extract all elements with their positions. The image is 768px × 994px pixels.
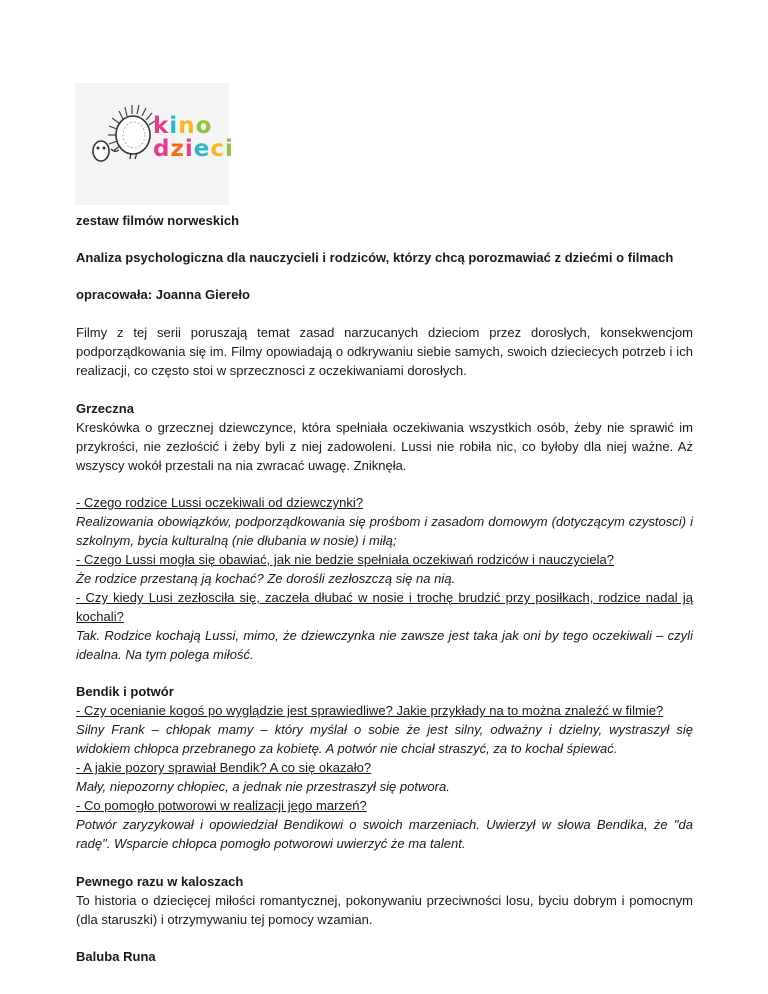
grzeczna-question-1: - Czego rodzice Lussi oczekiwali od dziewczynki? <box>76 495 364 510</box>
section-title-kalosze: Pewnego razu w kaloszach <box>76 874 244 889</box>
grzeczna-question-3: - Czy kiedy Lusi zezłosciła się, zaczeła dłubać w nosie i trochę brudzić przy posiłkach, rodzice nadal ją kochali? <box>76 590 693 624</box>
bendik-answer-3: Potwór zaryzykował i opowiedział Bendikowi o swoich marzeniach. Uwierzył w słowa Bendika, że "da radę". Wsparcie chłopca pomogło potworowi uwierzyć że ma talent. <box>76 817 693 851</box>
logo-letter: o <box>195 113 213 139</box>
logo-letter: i <box>169 113 179 139</box>
logo-letter: i <box>225 136 234 162</box>
logo-letter: k <box>153 113 170 139</box>
kino-dzieci-logo <box>75 83 234 205</box>
logo-letter: z <box>170 136 185 162</box>
series-title: zestaw filmów norweskich <box>76 213 240 228</box>
document-subtitle: Analiza psychologiczna dla nauczycieli i rodziców, którzy chcą porozmawiać z dziećmi o filmach <box>76 250 674 265</box>
logo-letter: d <box>153 136 171 162</box>
logo-letter: n <box>178 113 196 139</box>
logo-letter: c <box>210 136 225 162</box>
grzeczna-answer-1: Realizowania obowiązków, podporządkowania się prośbom i zasadom domowym (dotyczącym czystosci) i szkolnym, bycia kulturalną (nie dłubania w nosie) i miłą; <box>76 514 693 548</box>
logo-line-dzieci <box>153 138 234 161</box>
author-line: opracowała: Joanna Giereło <box>76 287 250 302</box>
section-title-grzeczna: Grzeczna <box>76 401 134 416</box>
logo-letter: i <box>184 136 194 162</box>
bendik-question-1: - Czy ocenianie kogoś po wyglądzie jest sprawiedliwe? Jakie przykłady na to można znaleźć w filmie? <box>76 703 664 718</box>
grzeczna-answer-2: Że rodzice przestaną ją kochać? Ze dorośli zezłoszczą się na nią. <box>76 571 456 586</box>
section-title-baluba: Baluba Runa <box>76 949 156 964</box>
grzeczna-answer-3: Tak. Rodzice kochają Lussi, mimo, że dziewczynka nie zawsze jest taka jak oni by tego oczekiwali – czyli idealna. Na tym polega miłość. <box>76 628 693 662</box>
bendik-question-2: - A jakie pozory sprawiał Bendik? A co się okazało? <box>76 760 372 775</box>
section-title-bendik: Bendik i potwór <box>76 684 174 699</box>
intro-paragraph: Filmy z tej serii poruszają temat zasad narzucanych dzieciom przez dorosłych, konsekwencjom podporządkowania się im. Filmy opowiadają o odkrywaniu siebie samych, swoich dzieciecych potrzeb i ich realizacji, co często stoi w sprzecznosci z oczekiwaniami dorosłych. <box>76 325 693 378</box>
logo-line-kino <box>153 115 234 138</box>
kalosze-description: To historia o dziecięcej miłości romantycznej, pokonywaniu przeciwności losu, byciu dobrym i pomocnym (dla staruszki) i otrzymywaniu tej pomocy wzamian. <box>76 893 693 927</box>
document-body <box>76 211 693 966</box>
bendik-answer-2: Mały, niepozorny chłopiec, a jednak nie przestraszył się potwora. <box>76 779 450 794</box>
logo-wordmark <box>153 115 234 161</box>
grzeczna-description: Kreskówka o grzecznej dziewczynce, która spełniała oczekiwania wszystkich osób, żeby nie sprawić im przykrości, nie zezłościć i żeby byli z niej zadowoleni. Lussi nie robiła nic, co byłoby dla niej ważne. Aż wszyscy wokół przestali na nia zwracać uwagę. Zniknęła. <box>76 420 693 473</box>
bendik-answer-1: Silny Frank – chłopak mamy – który myślał o sobie że jest silny, odważny i dzielny, wystraszył się widokiem chłopca przebranego za kobietę. A potwór nie chciał straszyć, za to kochał śpiewać. <box>76 722 693 756</box>
grzeczna-question-2: - Czego Lussi mogła się obawiać, jak nie bedzie spełniała oczekiwań rodziców i nauczyciela? <box>76 552 614 567</box>
logo-letter: e <box>193 136 211 162</box>
bendik-question-3: - Co pomogło potworowi w realizacji jego marzeń? <box>76 798 367 813</box>
